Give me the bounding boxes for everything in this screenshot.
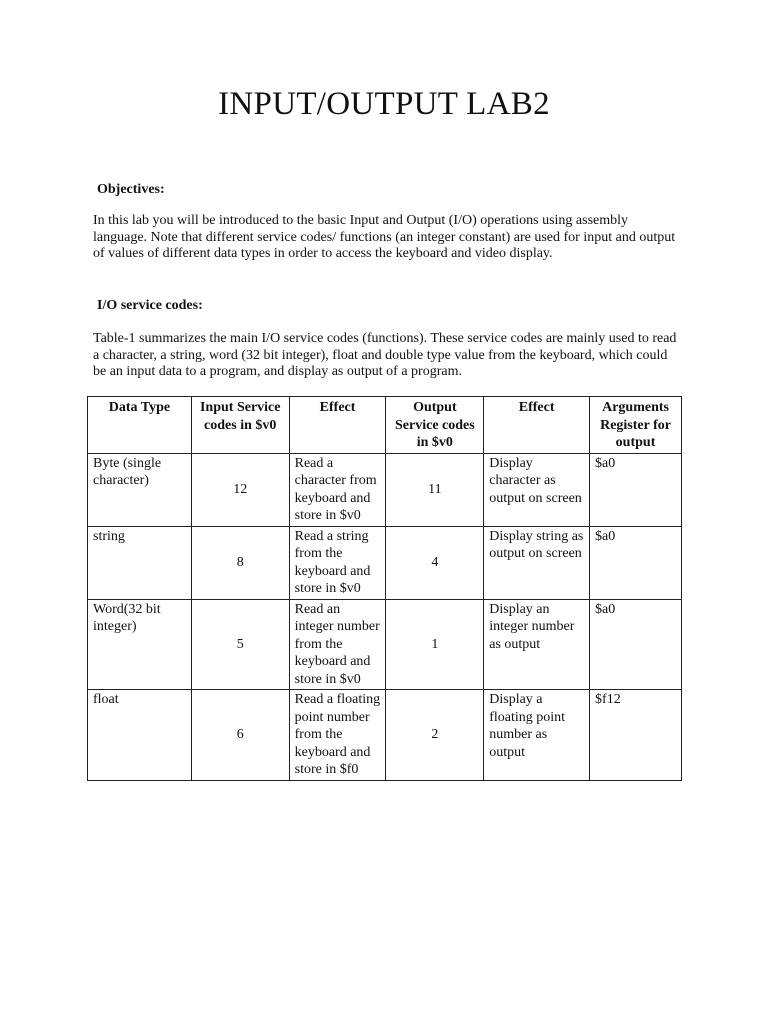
cell-input-effect: Read a string from the keyboard and store in $v0 — [289, 526, 386, 599]
cell-input-effect: Read a character from keyboard and store in $v0 — [289, 453, 386, 526]
cell-output-effect: Display an integer number as output — [484, 599, 590, 690]
cell-input-effect: Read a floating point number from the keyboard and store in $f0 — [289, 690, 386, 781]
cell-register: $a0 — [590, 453, 682, 526]
cell-data-type: Word(32 bit integer) — [88, 599, 192, 690]
cell-data-type: string — [88, 526, 192, 599]
cell-input-code: 6 — [191, 690, 289, 781]
document-title: INPUT/OUTPUT LAB2 — [218, 86, 550, 122]
table-row — [88, 690, 682, 781]
cell-input-code: 5 — [191, 599, 289, 690]
table-row — [88, 453, 682, 526]
cell-data-type: float — [88, 690, 192, 781]
table-row — [88, 599, 682, 690]
objectives-heading: Objectives: — [97, 182, 165, 197]
io-service-codes-table — [87, 396, 682, 781]
cell-output-code: 1 — [386, 599, 484, 690]
cell-input-code: 12 — [191, 453, 289, 526]
header-output-effect: Effect — [484, 397, 590, 454]
cell-input-effect: Read an integer number from the keyboard and store in $v0 — [289, 599, 386, 690]
cell-data-type: Byte (single character) — [88, 453, 192, 526]
table-header-row — [88, 397, 682, 454]
io-service-codes-heading: I/O service codes: — [97, 298, 203, 313]
header-input-service-codes: Input Service codes in $v0 — [191, 397, 289, 454]
header-arguments-register: Arguments Register for output — [590, 397, 682, 454]
table-row — [88, 526, 682, 599]
objectives-paragraph: In this lab you will be introduced to the basic Input and Output (I/O) operations using assembly language. Note that different service codes/ functions (an integer constant) are used for input and output of values of different data types in order to access the keyboard and video display. — [93, 213, 676, 261]
cell-output-code: 4 — [386, 526, 484, 599]
cell-output-effect: Display a floating point number as output — [484, 690, 590, 781]
cell-output-code: 2 — [386, 690, 484, 781]
header-data-type: Data Type — [88, 397, 192, 454]
cell-output-effect: Display string as output on screen — [484, 526, 590, 599]
cell-output-effect: Display character as output on screen — [484, 453, 590, 526]
io-service-codes-paragraph: Table-1 summarizes the main I/O service codes (functions). These service codes are mainly used to read a character, a string, word (32 bit integer), float and double type value from the keyboard, which could be an input data to a program, and display as output of a program. — [93, 331, 677, 379]
cell-output-code: 11 — [386, 453, 484, 526]
header-input-effect: Effect — [289, 397, 386, 454]
cell-register: $a0 — [590, 599, 682, 690]
cell-register: $a0 — [590, 526, 682, 599]
header-output-service-codes: Output Service codes in $v0 — [386, 397, 484, 454]
cell-input-code: 8 — [191, 526, 289, 599]
cell-register: $f12 — [590, 690, 682, 781]
